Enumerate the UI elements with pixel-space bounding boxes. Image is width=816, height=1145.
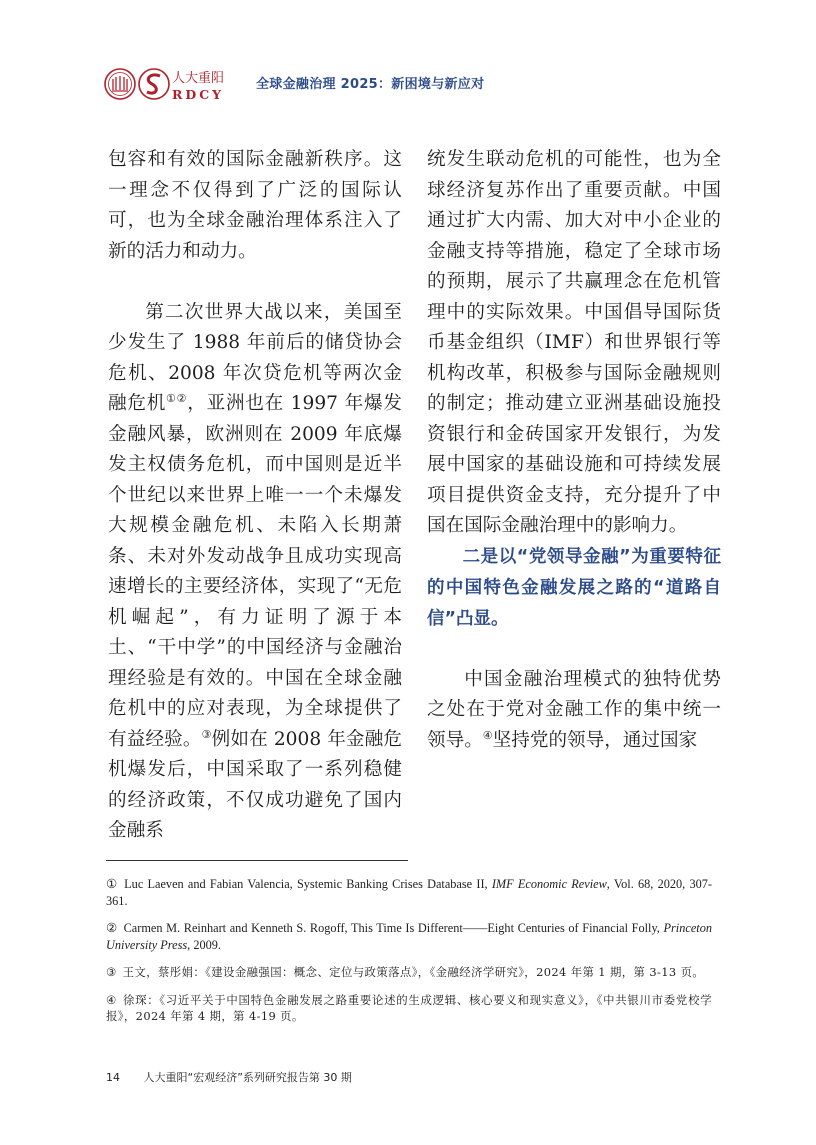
paragraph: 第二次世界大战以来，美国至少发生了 1988 年前后的储贷协会危机、2008 年次贷危机等两次金融危机①②，亚洲也在 1997 年爆发金融风暴，欧洲则在 2009 年底爆发主权债务危机，而中国则是近半个世纪以来世界上唯一一个未爆发大规模金融危机、未陷入长期萧条、未对外发动战争且成功实现高速增长的主要经济体，实现了“无危机崛起”，有力证明了源于本土、“干中学”的中国经济与金融治理经验是有效的。中国在全球金融危机中的应对表现，为全球提供了有益经验。③例如在 2008 年金融危机爆发后，中国采取了一系列稳健的经济政策，不仅成功避免了国内金融系 xyxy=(108,301,402,841)
page-footer xyxy=(106,1069,352,1085)
series-title: 人大重阳“宏观经济”系列研究报告第 30 期 xyxy=(143,1071,352,1084)
footnote-ref[interactable]: ④ xyxy=(482,728,493,742)
footnote: ① Luc Laeven and Fabian Valencia, Systemic Banking Crises Database II, IMF Economic Review, Vol. 68, 2020, 307-361. xyxy=(106,877,712,908)
page-number: 14 xyxy=(106,1071,120,1084)
footnote: ③ 王文，蔡彤娟：《建设金融强国：概念、定位与政策落点》，《金融经济学研究》，2024 年第 1 期，第 3-13 页。 xyxy=(106,965,705,979)
footnotes xyxy=(106,876,712,1036)
footnote-ref[interactable]: ①② xyxy=(166,392,188,405)
footnote: ② Carmen M. Reinhart and Kenneth S. Rogoff, This Time Is Different——Eight Centuries of Financial Folly, Princeton University Press, 2009. xyxy=(106,921,712,952)
footnote-ref[interactable]: ③ xyxy=(201,727,212,741)
footnote-divider xyxy=(106,860,408,861)
paragraph: 统发生联动危机的可能性，也为全球经济复苏作出了重要贡献。中国通过扩大内需、加大对中小企业的金融支持等措施，稳定了全球市场的预期，展示了共赢理念在危机管理中的实际效果。中国倡导国际货币基金组织（IMF）和世界银行等机构改革，积极参与国际金融规则的制定；推动建立亚洲基础设施投资银行和金砖国家开发银行，为发展中国家的基础设施和可持续发展项目提供资金支持，充分提升了中国在国际金融治理中的影响力。 xyxy=(427,149,721,536)
header-title: 全球金融治理 2025：新困境与新应对 xyxy=(256,77,485,92)
svg-text:RDCY: RDCY xyxy=(172,87,225,102)
section-heading: 二是以“党领导金融”为重要特征的中国特色金融发展之路的“道路自信”凸显。 xyxy=(427,546,721,629)
paragraph: 中国金融治理模式的独特优势之处在于党对金融工作的集中统一领导。④坚持党的领导，通过国家 xyxy=(427,668,721,751)
left-column xyxy=(108,145,402,847)
svg-text:人大重阳: 人大重阳 xyxy=(172,71,225,86)
page-header xyxy=(104,64,744,104)
rdcy-logo xyxy=(104,66,234,102)
right-column xyxy=(427,145,721,756)
footnote: ④ 徐琛：《习近平关于中国特色金融发展之路重要论述的生成逻辑、核心要义和现实意义》，《中共银川市委党校学报》，2024 年第 4 期，第 4-19 页。 xyxy=(106,992,712,1023)
paragraph: 包容和有效的国际金融新秩序。这一理念不仅得到了广泛的国际认可，也为全球金融治理体系注入了新的活力和动力。 xyxy=(108,149,402,262)
